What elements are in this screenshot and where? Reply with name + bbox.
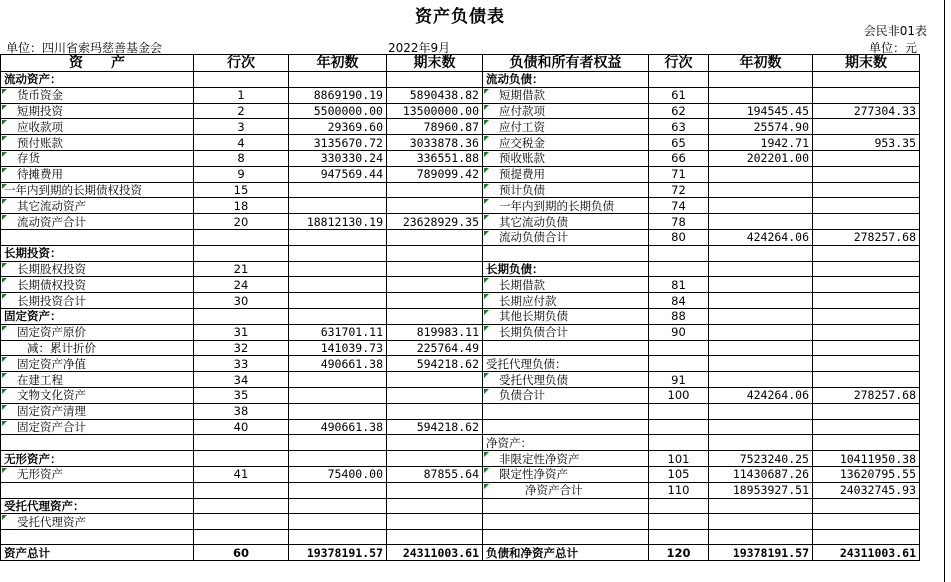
- table-row: [1, 87, 920, 103]
- asset-line-no-cell[interactable]: [194, 72, 289, 88]
- asset-label-cell[interactable]: [1, 530, 194, 545]
- liability-end-cell[interactable]: [813, 198, 920, 214]
- liability-end-cell[interactable]: [813, 72, 920, 88]
- liability-label-cell[interactable]: 长期应付款: [483, 293, 649, 309]
- liability-end-cell[interactable]: [813, 261, 920, 277]
- asset-label-cell[interactable]: 文物文化资产: [1, 387, 194, 403]
- liability-label-cell[interactable]: 长期负债合计: [483, 324, 649, 340]
- table-row: [1, 198, 920, 214]
- liability-begin-cell[interactable]: [709, 277, 813, 293]
- liability-line-no-cell[interactable]: [649, 498, 709, 514]
- asset-label-cell[interactable]: 预付账款: [1, 135, 194, 151]
- asset-label-cell[interactable]: 固定资产合计: [1, 419, 194, 435]
- asset-line-no-cell[interactable]: [194, 514, 289, 530]
- liability-label-cell[interactable]: 预收账款: [483, 150, 649, 166]
- asset-begin-cell[interactable]: [289, 451, 387, 467]
- liability-begin-cell[interactable]: [709, 198, 813, 214]
- balance-sheet-table: [0, 54, 920, 561]
- liability-end-cell[interactable]: [813, 166, 920, 182]
- asset-label-cell[interactable]: 受托代理资产：: [1, 498, 194, 514]
- header-line-no[interactable]: 行次: [194, 55, 289, 72]
- liability-begin-cell[interactable]: 18953927.51: [709, 482, 813, 498]
- table-row: [1, 214, 920, 230]
- asset-line-no-cell[interactable]: [194, 530, 289, 545]
- liability-begin-cell[interactable]: [709, 356, 813, 372]
- asset-end-cell[interactable]: [387, 372, 483, 388]
- table-row: [1, 435, 920, 451]
- liability-label-cell[interactable]: 非限定性净资产: [483, 451, 649, 467]
- liability-line-no-cell[interactable]: [649, 435, 709, 451]
- liability-begin-cell[interactable]: [709, 245, 813, 261]
- asset-end-cell[interactable]: 87855.64: [387, 466, 483, 482]
- liability-begin-cell[interactable]: [709, 182, 813, 198]
- asset-begin-cell[interactable]: 5500000.00: [289, 103, 387, 119]
- asset-begin-cell[interactable]: [289, 261, 387, 277]
- asset-begin-cell[interactable]: [289, 229, 387, 245]
- liability-line-no-cell[interactable]: 65: [649, 135, 709, 151]
- asset-line-no-cell[interactable]: 20: [194, 214, 289, 230]
- liability-end-cell[interactable]: [813, 150, 920, 166]
- asset-label-cell[interactable]: 一年内到期的长期债权投资: [1, 182, 194, 198]
- asset-label-cell[interactable]: 长期投资：: [1, 245, 194, 261]
- currency-unit: 单位：元: [868, 41, 917, 55]
- liability-label-cell[interactable]: 限定性净资产: [483, 466, 649, 482]
- liability-line-no-cell[interactable]: 105: [649, 466, 709, 482]
- asset-end-cell[interactable]: [387, 387, 483, 403]
- liability-label-cell[interactable]: 其他长期负债: [483, 308, 649, 324]
- liability-end-cell[interactable]: [813, 340, 920, 356]
- liability-label-cell[interactable]: [483, 498, 649, 514]
- asset-line-no-cell[interactable]: 38: [194, 403, 289, 419]
- asset-begin-cell[interactable]: [289, 308, 387, 324]
- asset-end-cell[interactable]: [387, 261, 483, 277]
- table-row: [1, 229, 920, 245]
- liability-end-cell[interactable]: 278257.68: [813, 229, 920, 245]
- liability-label-cell[interactable]: 其它流动负债: [483, 214, 649, 230]
- asset-end-cell[interactable]: [387, 498, 483, 514]
- liability-label-cell[interactable]: 负债合计: [483, 387, 649, 403]
- table-row: [1, 419, 920, 435]
- asset-end-cell[interactable]: [387, 451, 483, 467]
- liability-label-cell[interactable]: 一年内到期的长期负债: [483, 198, 649, 214]
- asset-begin-cell[interactable]: [289, 245, 387, 261]
- asset-line-no-cell[interactable]: 2: [194, 103, 289, 119]
- liability-begin-cell[interactable]: [709, 308, 813, 324]
- asset-begin-cell[interactable]: [289, 514, 387, 530]
- table-row: [1, 451, 920, 467]
- asset-label-cell[interactable]: 固定资产净值: [1, 356, 194, 372]
- asset-end-cell[interactable]: [387, 293, 483, 309]
- asset-end-cell[interactable]: 5890438.82: [387, 87, 483, 103]
- asset-line-no-cell[interactable]: [194, 482, 289, 498]
- asset-begin-cell[interactable]: [289, 403, 387, 419]
- asset-line-no-cell[interactable]: 40: [194, 419, 289, 435]
- liability-end-cell[interactable]: [813, 277, 920, 293]
- asset-begin-cell[interactable]: 3135670.72: [289, 135, 387, 151]
- liability-begin-cell[interactable]: [709, 435, 813, 451]
- asset-line-no-cell[interactable]: 3: [194, 119, 289, 135]
- liability-label-cell[interactable]: 长期负债：: [483, 261, 649, 277]
- table-row: [1, 261, 920, 277]
- liability-begin-cell[interactable]: 1942.71: [709, 135, 813, 151]
- liability-end-cell[interactable]: [813, 293, 920, 309]
- asset-line-no-cell[interactable]: [194, 498, 289, 514]
- asset-label-cell[interactable]: 资产总计: [1, 545, 194, 561]
- table-row: [1, 372, 920, 388]
- asset-label-cell[interactable]: 无形资产: [1, 466, 194, 482]
- asset-label-cell[interactable]: 长期投资合计: [1, 293, 194, 309]
- liability-begin-cell[interactable]: 25574.90: [709, 119, 813, 135]
- header-assets[interactable]: 资 产: [1, 55, 194, 72]
- liability-line-no-cell[interactable]: 63: [649, 119, 709, 135]
- liability-line-no-cell[interactable]: 62: [649, 103, 709, 119]
- grid-right-edge: [944, 0, 945, 582]
- liability-end-cell[interactable]: 24032745.93: [813, 482, 920, 498]
- asset-label-cell[interactable]: 固定资产清理: [1, 403, 194, 419]
- liability-end-cell[interactable]: [813, 356, 920, 372]
- liability-label-cell[interactable]: [483, 514, 649, 530]
- asset-end-cell[interactable]: [387, 514, 483, 530]
- liability-line-no-cell[interactable]: 91: [649, 372, 709, 388]
- asset-end-cell[interactable]: 594218.62: [387, 356, 483, 372]
- liability-begin-cell[interactable]: [709, 324, 813, 340]
- asset-begin-cell[interactable]: [289, 435, 387, 451]
- header-begin[interactable]: 年初数: [289, 55, 387, 72]
- asset-begin-cell[interactable]: 631701.11: [289, 324, 387, 340]
- asset-begin-cell[interactable]: 947569.44: [289, 166, 387, 182]
- table-row: [1, 498, 920, 514]
- liability-begin-cell[interactable]: 424264.06: [709, 387, 813, 403]
- liability-end-cell[interactable]: [813, 324, 920, 340]
- asset-line-no-cell[interactable]: 21: [194, 261, 289, 277]
- asset-line-no-cell[interactable]: 32: [194, 340, 289, 356]
- asset-end-cell[interactable]: [387, 435, 483, 451]
- asset-end-cell[interactable]: [387, 403, 483, 419]
- asset-label-cell[interactable]: 其它流动资产: [1, 198, 194, 214]
- liability-line-no-cell[interactable]: [649, 340, 709, 356]
- liability-label-cell[interactable]: 预计负债: [483, 182, 649, 198]
- asset-end-cell[interactable]: 225764.49: [387, 340, 483, 356]
- asset-end-cell[interactable]: 13500000.00: [387, 103, 483, 119]
- table-row: [1, 150, 920, 166]
- table-row: [1, 324, 920, 340]
- liability-line-no-cell[interactable]: [649, 356, 709, 372]
- asset-line-no-cell[interactable]: [194, 435, 289, 451]
- liability-line-no-cell[interactable]: [649, 419, 709, 435]
- header-row: [1, 55, 920, 72]
- liability-label-cell[interactable]: [483, 530, 649, 545]
- liability-end-cell[interactable]: [813, 530, 920, 545]
- liability-label-cell[interactable]: 流动负债合计: [483, 229, 649, 245]
- table-row: [1, 135, 920, 151]
- asset-begin-cell[interactable]: 330330.24: [289, 150, 387, 166]
- liability-label-cell[interactable]: [483, 340, 649, 356]
- liability-line-no-cell[interactable]: [649, 261, 709, 277]
- asset-begin-cell[interactable]: 141039.73: [289, 340, 387, 356]
- liability-begin-cell[interactable]: [709, 340, 813, 356]
- liability-line-no-cell[interactable]: 78: [649, 214, 709, 230]
- asset-begin-cell[interactable]: [289, 498, 387, 514]
- asset-label-cell[interactable]: 减：累计折价: [1, 340, 194, 356]
- liability-end-cell[interactable]: 24311003.61: [813, 545, 920, 561]
- liability-label-cell[interactable]: 净资产：: [483, 435, 649, 451]
- liability-label-cell[interactable]: 短期借款: [483, 87, 649, 103]
- liability-end-cell[interactable]: [813, 435, 920, 451]
- asset-begin-cell[interactable]: 19378191.57: [289, 545, 387, 561]
- asset-begin-cell[interactable]: [289, 387, 387, 403]
- liability-line-no-cell[interactable]: 81: [649, 277, 709, 293]
- liability-line-no-cell[interactable]: [649, 72, 709, 88]
- liability-end-cell[interactable]: [813, 514, 920, 530]
- liability-begin-cell[interactable]: [709, 214, 813, 230]
- liability-end-cell[interactable]: [813, 245, 920, 261]
- liability-end-cell[interactable]: [813, 372, 920, 388]
- asset-label-cell[interactable]: 在建工程: [1, 372, 194, 388]
- asset-label-cell[interactable]: 受托代理资产: [1, 514, 194, 530]
- liability-label-cell[interactable]: [483, 245, 649, 261]
- liability-label-cell[interactable]: [483, 419, 649, 435]
- liability-end-cell[interactable]: [813, 87, 920, 103]
- liability-end-cell[interactable]: [813, 419, 920, 435]
- liability-end-cell[interactable]: 277304.33: [813, 103, 920, 119]
- liability-label-cell[interactable]: 净资产合计: [483, 482, 649, 498]
- asset-line-no-cell[interactable]: 18: [194, 198, 289, 214]
- asset-begin-cell[interactable]: 490661.38: [289, 356, 387, 372]
- asset-line-no-cell[interactable]: 60: [194, 545, 289, 561]
- table-row: [1, 545, 920, 561]
- liability-line-no-cell[interactable]: 74: [649, 198, 709, 214]
- asset-line-no-cell[interactable]: 1: [194, 87, 289, 103]
- asset-begin-cell[interactable]: [289, 72, 387, 88]
- liability-begin-cell[interactable]: 7523240.25: [709, 451, 813, 467]
- liability-line-no-cell[interactable]: 110: [649, 482, 709, 498]
- table-row: [1, 530, 920, 545]
- asset-label-cell[interactable]: [1, 482, 194, 498]
- table-row: [1, 277, 920, 293]
- table-row: [1, 103, 920, 119]
- asset-end-cell[interactable]: 78960.87: [387, 119, 483, 135]
- asset-end-cell[interactable]: 24311003.61: [387, 545, 483, 561]
- liability-begin-cell[interactable]: [709, 514, 813, 530]
- asset-label-cell[interactable]: 固定资产原价: [1, 324, 194, 340]
- asset-begin-cell[interactable]: 490661.38: [289, 419, 387, 435]
- table-row: [1, 245, 920, 261]
- asset-line-no-cell[interactable]: 31: [194, 324, 289, 340]
- liability-begin-cell[interactable]: [709, 72, 813, 88]
- report-period: 2022年9月: [388, 41, 451, 55]
- asset-label-cell[interactable]: 长期股权投资: [1, 261, 194, 277]
- table-row: [1, 340, 920, 356]
- asset-end-cell[interactable]: [387, 482, 483, 498]
- liability-begin-cell[interactable]: [709, 403, 813, 419]
- table-row: [1, 514, 920, 530]
- asset-line-no-cell[interactable]: 24: [194, 277, 289, 293]
- asset-line-no-cell[interactable]: [194, 451, 289, 467]
- asset-begin-cell[interactable]: 75400.00: [289, 466, 387, 482]
- liability-label-cell[interactable]: 长期借款: [483, 277, 649, 293]
- sheet-body: [1, 72, 920, 561]
- liability-end-cell[interactable]: 10411950.38: [813, 451, 920, 467]
- liability-end-cell[interactable]: 278257.68: [813, 387, 920, 403]
- asset-line-no-cell[interactable]: 34: [194, 372, 289, 388]
- liability-begin-cell[interactable]: [709, 498, 813, 514]
- asset-end-cell[interactable]: 23628929.35: [387, 214, 483, 230]
- liability-line-no-cell[interactable]: 80: [649, 229, 709, 245]
- header-end-right[interactable]: 期末数: [813, 55, 920, 72]
- table-row: [1, 356, 920, 372]
- asset-label-cell[interactable]: 应收款项: [1, 119, 194, 135]
- asset-label-cell[interactable]: [1, 229, 194, 245]
- asset-begin-cell[interactable]: [289, 277, 387, 293]
- asset-begin-cell[interactable]: [289, 530, 387, 545]
- liability-line-no-cell[interactable]: 72: [649, 182, 709, 198]
- asset-end-cell[interactable]: 819983.11: [387, 324, 483, 340]
- table-row: [1, 182, 920, 198]
- asset-label-cell[interactable]: 长期债权投资: [1, 277, 194, 293]
- liability-line-no-cell[interactable]: [649, 530, 709, 545]
- liability-begin-cell[interactable]: 19378191.57: [709, 545, 813, 561]
- liability-begin-cell[interactable]: [709, 261, 813, 277]
- report-title: 资产负债表: [415, 7, 505, 27]
- asset-end-cell[interactable]: [387, 182, 483, 198]
- asset-label-cell[interactable]: 流动资产：: [1, 72, 194, 88]
- asset-end-cell[interactable]: [387, 72, 483, 88]
- asset-end-cell[interactable]: [387, 245, 483, 261]
- header-end[interactable]: 期末数: [387, 55, 483, 72]
- liability-label-cell[interactable]: 预提费用: [483, 166, 649, 182]
- table-row: [1, 72, 920, 88]
- liability-line-no-cell[interactable]: 66: [649, 150, 709, 166]
- liability-line-no-cell[interactable]: [649, 403, 709, 419]
- liability-label-cell[interactable]: 流动负债：: [483, 72, 649, 88]
- liability-label-cell[interactable]: 受托代理负债：: [483, 356, 649, 372]
- reporting-unit: 单位：四川省索玛慈善基金会: [6, 41, 163, 55]
- asset-end-cell[interactable]: 336551.88: [387, 150, 483, 166]
- liability-end-cell[interactable]: [813, 403, 920, 419]
- asset-line-no-cell[interactable]: 15: [194, 182, 289, 198]
- liability-label-cell[interactable]: 应付工资: [483, 119, 649, 135]
- asset-begin-cell[interactable]: [289, 372, 387, 388]
- liability-line-no-cell[interactable]: 100: [649, 387, 709, 403]
- asset-end-cell[interactable]: [387, 530, 483, 545]
- asset-label-cell[interactable]: 流动资产合计: [1, 214, 194, 230]
- asset-end-cell[interactable]: 3033878.36: [387, 135, 483, 151]
- liability-line-no-cell[interactable]: 84: [649, 293, 709, 309]
- liability-end-cell[interactable]: [813, 182, 920, 198]
- asset-line-no-cell[interactable]: 9: [194, 166, 289, 182]
- table-row: [1, 387, 920, 403]
- liability-begin-cell[interactable]: 194545.45: [709, 103, 813, 119]
- asset-label-cell[interactable]: 无形资产：: [1, 451, 194, 467]
- table-row: [1, 308, 920, 324]
- liability-line-no-cell[interactable]: [649, 514, 709, 530]
- asset-begin-cell[interactable]: 18812130.19: [289, 214, 387, 230]
- table-row: [1, 466, 920, 482]
- asset-line-no-cell[interactable]: 30: [194, 293, 289, 309]
- liability-line-no-cell[interactable]: 120: [649, 545, 709, 561]
- asset-label-cell[interactable]: [1, 435, 194, 451]
- liability-label-cell[interactable]: [483, 403, 649, 419]
- asset-end-cell[interactable]: [387, 229, 483, 245]
- liability-end-cell[interactable]: 953.35: [813, 135, 920, 151]
- liability-end-cell[interactable]: [813, 308, 920, 324]
- table-row: [1, 293, 920, 309]
- asset-line-no-cell[interactable]: [194, 229, 289, 245]
- asset-line-no-cell[interactable]: 8: [194, 150, 289, 166]
- asset-begin-cell[interactable]: [289, 198, 387, 214]
- liability-begin-cell[interactable]: [709, 372, 813, 388]
- asset-begin-cell[interactable]: [289, 182, 387, 198]
- asset-line-no-cell[interactable]: [194, 245, 289, 261]
- asset-line-no-cell[interactable]: 4: [194, 135, 289, 151]
- liability-end-cell[interactable]: 13620795.55: [813, 466, 920, 482]
- table-row: [1, 119, 920, 135]
- header-begin-right[interactable]: 年初数: [709, 55, 813, 72]
- liability-begin-cell[interactable]: 424264.06: [709, 229, 813, 245]
- table-row: [1, 482, 920, 498]
- liability-end-cell[interactable]: [813, 214, 920, 230]
- asset-begin-cell[interactable]: 29369.60: [289, 119, 387, 135]
- asset-end-cell[interactable]: [387, 308, 483, 324]
- liability-label-cell[interactable]: 受托代理负债: [483, 372, 649, 388]
- liability-label-cell[interactable]: 应付款项: [483, 103, 649, 119]
- liability-begin-cell[interactable]: [709, 293, 813, 309]
- asset-end-cell[interactable]: 789099.42: [387, 166, 483, 182]
- asset-end-cell[interactable]: [387, 277, 483, 293]
- asset-begin-cell[interactable]: 8869190.19: [289, 87, 387, 103]
- liability-line-no-cell[interactable]: 90: [649, 324, 709, 340]
- liability-line-no-cell[interactable]: 71: [649, 166, 709, 182]
- asset-begin-cell[interactable]: [289, 293, 387, 309]
- liability-label-cell[interactable]: 负债和净资产总计: [483, 545, 649, 561]
- asset-label-cell[interactable]: 短期投资: [1, 103, 194, 119]
- asset-label-cell[interactable]: 存货: [1, 150, 194, 166]
- liability-begin-cell[interactable]: [709, 166, 813, 182]
- liability-end-cell[interactable]: [813, 119, 920, 135]
- liability-begin-cell[interactable]: 202201.00: [709, 150, 813, 166]
- header-line-no-right[interactable]: 行次: [649, 55, 709, 72]
- asset-label-cell[interactable]: 货币资金: [1, 87, 194, 103]
- liability-begin-cell[interactable]: [709, 87, 813, 103]
- asset-line-no-cell[interactable]: 35: [194, 387, 289, 403]
- liability-line-no-cell[interactable]: [649, 245, 709, 261]
- liability-begin-cell[interactable]: [709, 419, 813, 435]
- liability-begin-cell[interactable]: [709, 530, 813, 545]
- asset-label-cell[interactable]: 固定资产：: [1, 308, 194, 324]
- asset-end-cell[interactable]: [387, 198, 483, 214]
- asset-line-no-cell[interactable]: 33: [194, 356, 289, 372]
- liability-label-cell[interactable]: 应交税金: [483, 135, 649, 151]
- form-code: 会民非01表: [863, 24, 927, 38]
- table-row: [1, 166, 920, 182]
- liability-line-no-cell[interactable]: 101: [649, 451, 709, 467]
- liability-line-no-cell[interactable]: 88: [649, 308, 709, 324]
- asset-end-cell[interactable]: 594218.62: [387, 419, 483, 435]
- asset-line-no-cell[interactable]: [194, 308, 289, 324]
- liability-end-cell[interactable]: [813, 498, 920, 514]
- asset-begin-cell[interactable]: [289, 482, 387, 498]
- table-row: [1, 403, 920, 419]
- header-liabilities[interactable]: 负债和所有者权益: [483, 55, 649, 72]
- liability-line-no-cell[interactable]: 61: [649, 87, 709, 103]
- asset-line-no-cell[interactable]: 41: [194, 466, 289, 482]
- asset-label-cell[interactable]: 待摊费用: [1, 166, 194, 182]
- liability-begin-cell[interactable]: 11430687.26: [709, 466, 813, 482]
